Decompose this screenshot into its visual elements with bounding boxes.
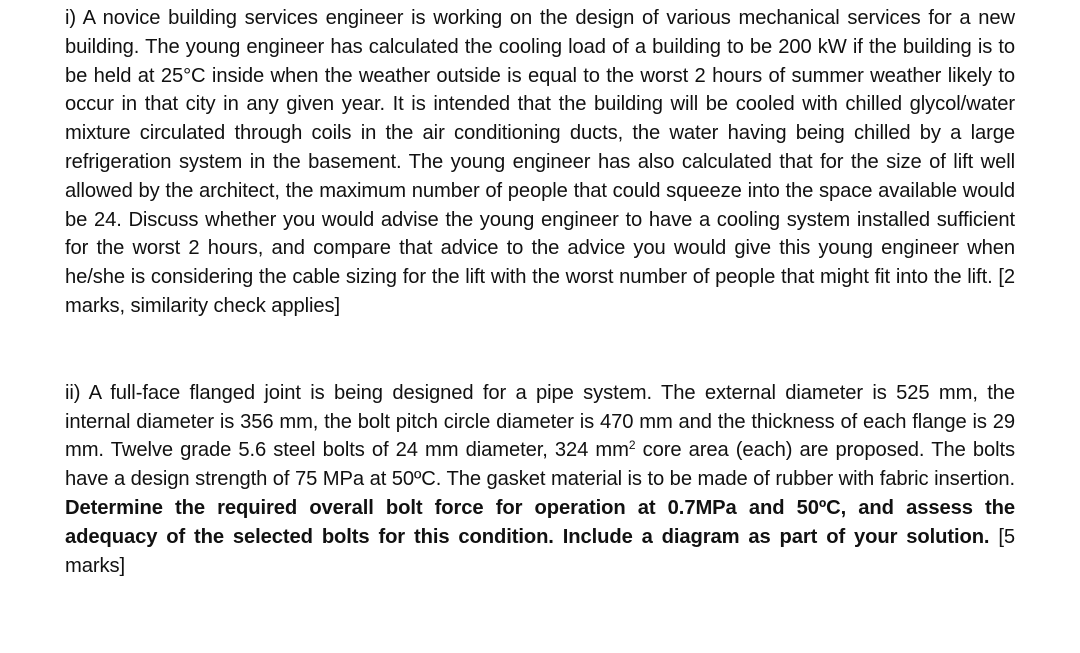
document-body bbox=[65, 4, 1015, 580]
question-2-intro: ii) A full-face flanged joint is being designed for a pipe system. The external diameter is 525 mm, the internal diameter is 356 mm, the bolt pitch circle diameter is 470 mm and the thickness of each flange is 29 mm. Twelve grade 5.6 steel bolts of 24 mm diameter, 324 mm bbox=[65, 381, 1015, 462]
area-unit-superscript: 2 bbox=[628, 438, 636, 453]
question-1-paragraph: i) A novice building services engineer is working on the design of various mechanical services for a new building. The young engineer has calculated the cooling load of a building to be 200 kW if the building is to be held at 25°C inside when the weather outside is equal to the worst 2 hours of summer weather likely to occur in that city in any given year. It is intended that the building will be cooled with chilled glycol/water mixture circulated through coils in the air conditioning ducts, the water having being chilled by a large refrigeration system in the basement. The young engineer has also calculated that for the size of lift well allowed by the architect, the maximum number of people that could squeeze into the space available would be 24. Discuss whether you would advise the young engineer to have a cooling system installed sufficient for the worst 2 hours, and compare that advice to the advice you would give this young engineer when he/she is considering the cable sizing for the lift with the worst number of people that might fit into the lift. [2 marks, similarity check applies] bbox=[65, 7, 1015, 317]
question-2-task: Determine the required overall bolt force for operation at 0.7MPa and 50ºC, and assess the adequacy of the selected bolts for this condition. Include a diagram as part of your solution. bbox=[65, 496, 1015, 548]
question-2-marks: [5 marks] bbox=[65, 525, 1015, 577]
question-2-intro-continued: core area (each) are proposed. The bolts have a design strength of 75 MPa at 50ºC. The gasket material is to be made of rubber with fabric insertion. bbox=[65, 439, 1016, 491]
question-2-paragraph bbox=[65, 379, 1015, 581]
